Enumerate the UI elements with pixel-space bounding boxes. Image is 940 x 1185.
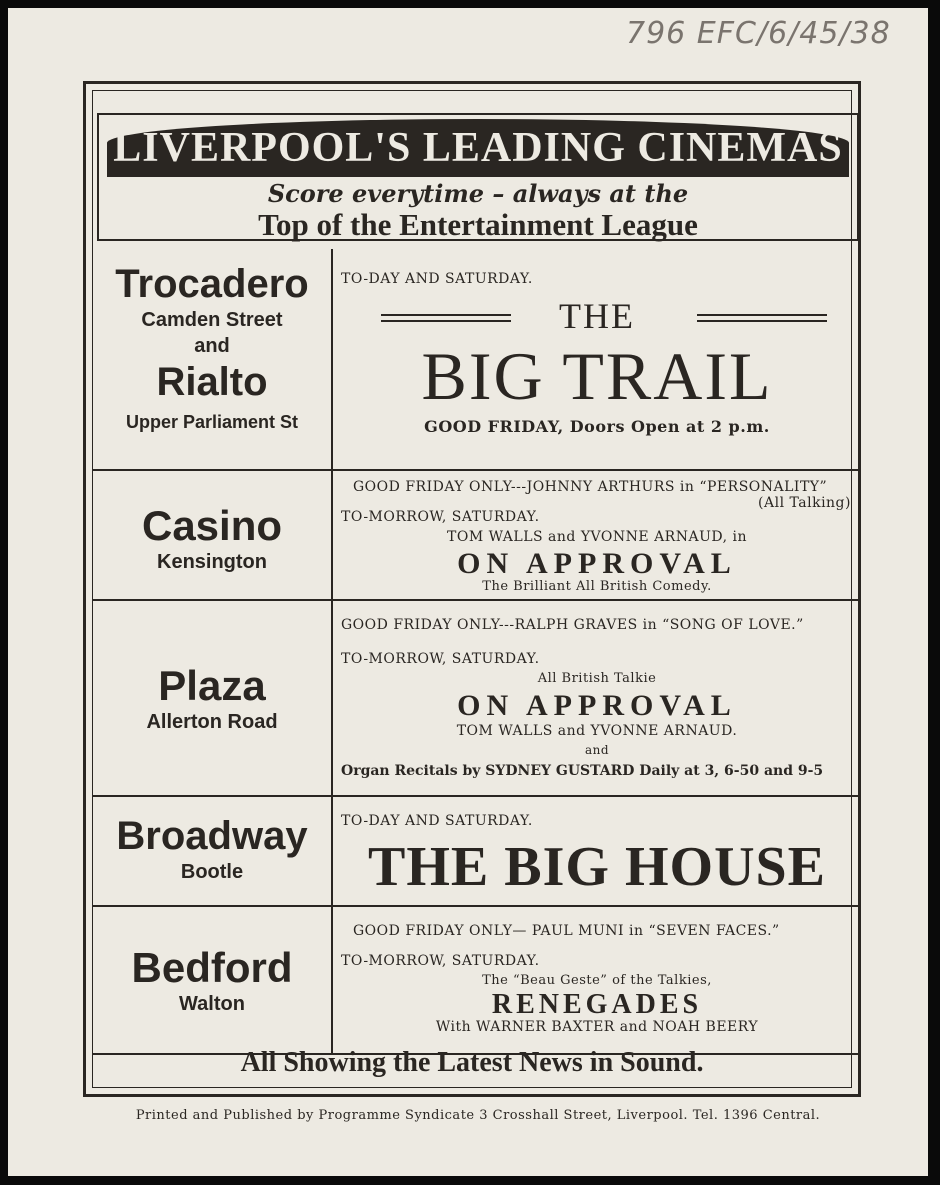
programme-line: GOOD FRIDAY ONLY---RALPH GRAVES in “SONG OF LOVE.” [341,617,804,633]
programme-line: TO-DAY AND SATURDAY. [341,813,533,829]
cinema-row-bedford [93,907,859,1055]
cinema-name-2: Rialto [156,360,268,404]
programme-details [335,797,859,905]
cinema-names [93,907,333,1053]
programme-line: TOM WALLS and YVONNE ARNAUD, in [447,529,747,545]
programme-details [335,907,859,1053]
archive-reference: 796 EFC/6/45/38 [626,16,891,51]
film-title: ON APPROVAL [457,689,737,722]
cinema-location-2: Upper Parliament St [125,412,299,432]
programme-line: TO-MORROW, SATURDAY. [341,953,540,969]
advert-frame [83,81,861,1097]
cinema-location: Allerton Road [146,711,278,733]
programme-line: GOOD FRIDAY, Doors Open at 2 p.m. [424,417,770,436]
programme-line: (All Talking) [758,495,851,511]
cinema-name: Bedford [131,944,293,991]
film-title: RENEGADES [491,989,703,1020]
film-title-the: THE [559,296,635,336]
cinema-location: Walton [179,993,245,1015]
banner-league: Top of the Entertainment League [258,207,698,242]
programme-page [8,8,928,1176]
cinema-name: Plaza [158,662,266,709]
cinema-row-broadway [93,797,859,907]
programme-details [335,601,859,795]
cinema-names [93,797,333,905]
cinema-name: Trocadero [115,262,309,306]
programme-line: Organ Recitals by SYDNEY GUSTARD Daily at 3, 6-50 and 9-5 [341,763,824,779]
programme-line: TO-MORROW, SATURDAY. [341,651,540,667]
cinema-row-trocadero [93,249,859,471]
programme-line: GOOD FRIDAY ONLY---JOHNNY ARTHURS in “PERSONALITY” [353,479,828,495]
programme-line: GOOD FRIDAY ONLY— PAUL MUNI in “SEVEN FACES.” [353,923,780,939]
programme-line: With WARNER BAXTER and NOAH BEERY [435,1019,759,1035]
film-title: BIG TRAIL [421,338,773,414]
film-title: ON APPROVAL [457,547,737,580]
advert-frame-inner [92,90,852,1088]
banner-title: LIVERPOOL'S LEADING CINEMAS [107,119,849,177]
cinema-names [93,249,333,469]
cinema-location: Bootle [180,861,244,883]
programme-line: The Brilliant All British Comedy. [482,579,712,594]
footer-slogan: All Showing the Latest News in Sound. [240,1047,704,1078]
programme-line: TO-DAY AND SATURDAY. [341,271,533,287]
programme-line: The “Beau Geste” of the Talkies, [482,973,712,988]
programme-line: and [584,743,610,757]
cinemas-banner [97,113,859,241]
film-title: THE BIG HOUSE [367,836,827,898]
cinema-location: Kensington [157,551,267,573]
cinema-name: Casino [141,502,283,549]
programme-line: All British Talkie [537,671,657,686]
printer-imprint: Printed and Published by Programme Syndicate 3 Crosshall Street, Liverpool. Tel. 1396 Central. [135,1108,821,1123]
programme-line: TOM WALLS and YVONNE ARNAUD. [456,723,738,739]
cinema-row-casino [93,471,859,601]
banner-subtitle: Score everytime – always at the [267,179,689,208]
programme-details [335,249,859,469]
programme-line: TO-MORROW, SATURDAY. [341,509,540,525]
programme-details [335,471,859,599]
cinema-names [93,601,333,795]
cinema-joiner: and [194,335,230,357]
cinema-row-plaza [93,601,859,797]
cinema-names [93,471,333,599]
cinema-name: Broadway [116,814,308,858]
cinema-location: Camden Street [141,309,283,331]
